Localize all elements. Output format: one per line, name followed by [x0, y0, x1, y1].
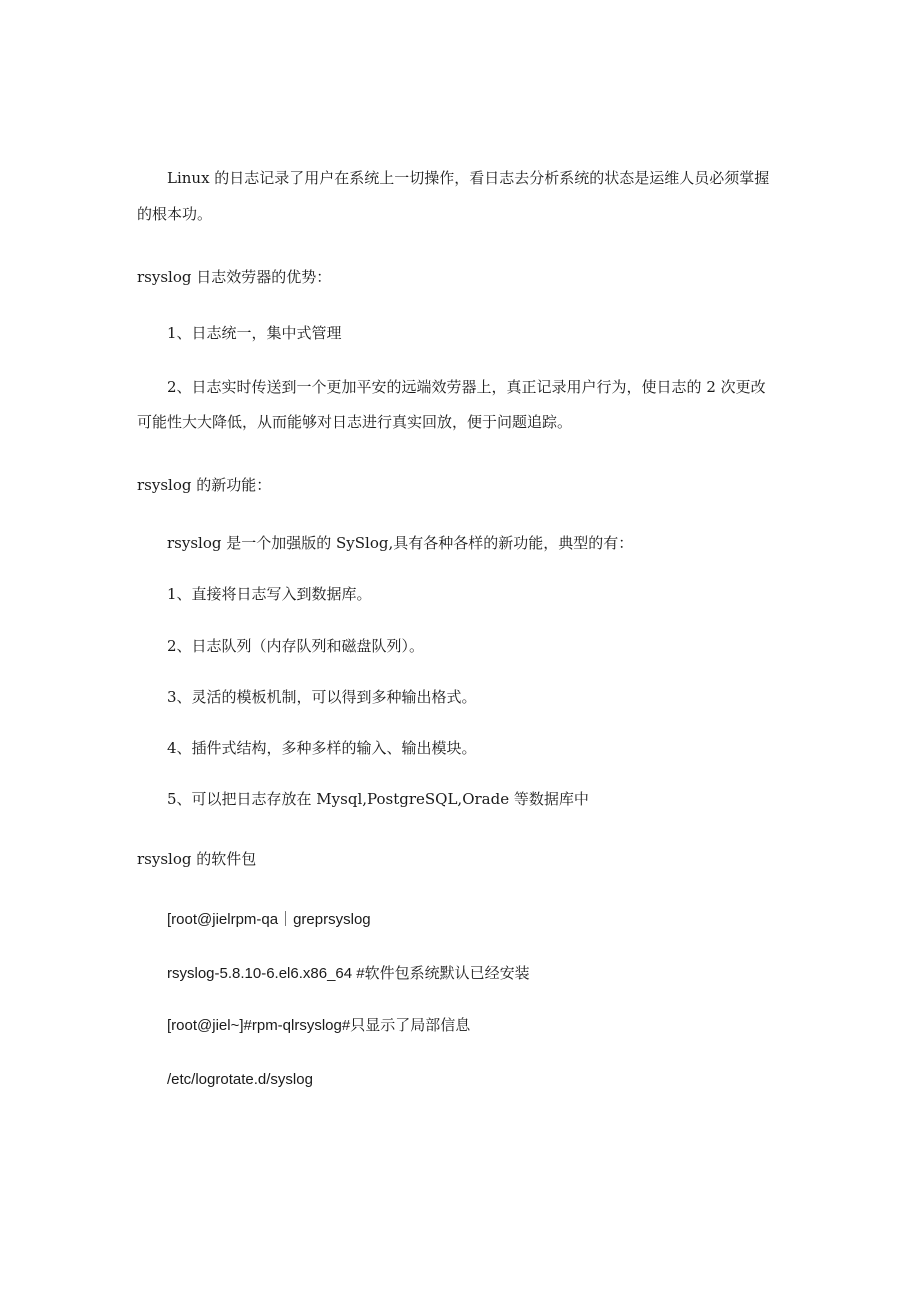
feature-4: 4、插件式结构，多种多样的输入、输出模块。 — [167, 739, 477, 757]
command-line-3: [root@jiel~]#rpm-qlrsyslog#只显示了局部信息 — [167, 1017, 471, 1034]
advantage-2-line-1: 2、日志实时传送到一个更加平安的远端效劳器上，真正记录用户行为，使日志的 2 次更改 — [167, 378, 766, 396]
feature-2: 2、日志队列（内存队列和磁盘队列）。 — [167, 637, 425, 655]
feature-1: 1、直接将日志写入到数据库。 — [167, 585, 372, 603]
advantages-heading: rsyslog 日志效劳器的优势： — [137, 268, 332, 286]
advantage-1: 1、日志统一，集中式管理 — [167, 324, 342, 342]
intro-line-2: 的根本功。 — [137, 205, 213, 223]
features-intro: rsyslog 是一个加强版的 SySlog,具有各种各样的新功能，典型的有： — [167, 534, 634, 552]
intro-line-1: Linux 的日志记录了用户在系统上一切操作，看日志去分析系统的状态是运维人员必须掌握 — [167, 169, 770, 187]
advantage-2-line-2: 可能性大大降低，从而能够对日志进行真实回放，便于问题追踪。 — [137, 413, 573, 431]
feature-5: 5、可以把日志存放在 Mysql,PostgreSQL,Orade 等数据库中 — [167, 790, 589, 808]
package-heading: rsyslog 的软件包 — [137, 850, 257, 868]
command-line-1: [root@jielrpm-qa｜greprsyslog — [167, 911, 371, 928]
features-heading: rsyslog 的新功能： — [137, 476, 272, 494]
command-line-4: /etc/logrotate.d/syslog — [167, 1071, 313, 1088]
feature-3: 3、灵活的模板机制，可以得到多种输出格式。 — [167, 688, 477, 706]
command-line-2: rsyslog-5.8.10-6.el6.x86_64 #软件包系统默认已经安装 — [167, 965, 530, 982]
